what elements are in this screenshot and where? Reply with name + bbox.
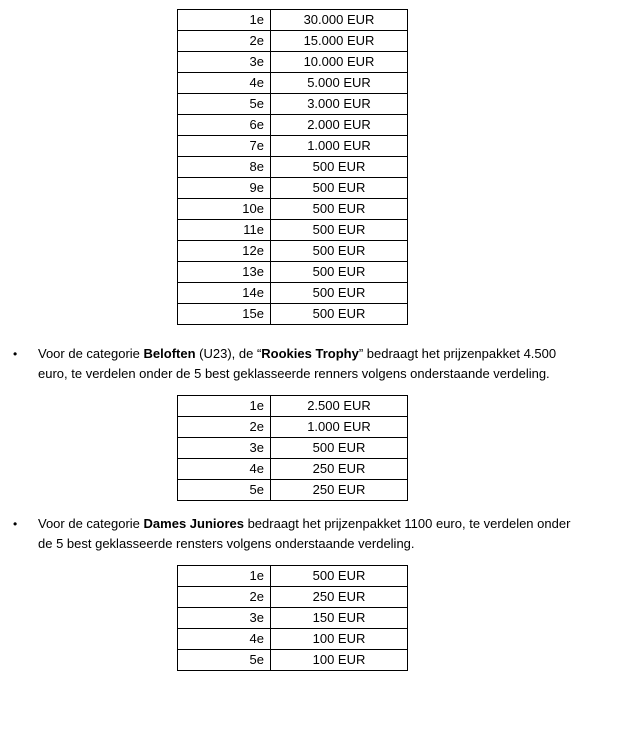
table-row bbox=[178, 417, 408, 438]
table-row bbox=[178, 396, 408, 417]
text-part: ” bedraagt het prijzenpakket 4.500 bbox=[358, 346, 557, 361]
amount-cell: 500 EUR bbox=[271, 566, 408, 587]
rank-cell: 7e bbox=[178, 136, 271, 157]
amount-cell: 1.000 EUR bbox=[271, 417, 408, 438]
text-part: Voor de categorie bbox=[38, 516, 144, 531]
amount-cell: 2.500 EUR bbox=[271, 396, 408, 417]
rank-cell: 13e bbox=[178, 262, 271, 283]
amount-cell: 2.000 EUR bbox=[271, 115, 408, 136]
amount-cell: 5.000 EUR bbox=[271, 73, 408, 94]
rank-cell: 3e bbox=[178, 608, 271, 629]
table-row bbox=[178, 178, 408, 199]
amount-cell: 500 EUR bbox=[271, 178, 408, 199]
rank-cell: 8e bbox=[178, 157, 271, 178]
text-line: de 5 best geklasseerde rensters volgens onderstaande verdeling. bbox=[38, 536, 415, 551]
bullet-dot: • bbox=[13, 517, 18, 531]
rank-cell: 1e bbox=[178, 396, 271, 417]
table-row bbox=[178, 31, 408, 52]
amount-cell: 1.000 EUR bbox=[271, 136, 408, 157]
table-row bbox=[178, 629, 408, 650]
rank-cell: 4e bbox=[178, 459, 271, 480]
trophy-name: Rookies Trophy bbox=[261, 346, 359, 361]
table-row bbox=[178, 566, 408, 587]
rank-cell: 2e bbox=[178, 417, 271, 438]
rank-cell: 14e bbox=[178, 283, 271, 304]
amount-cell: 500 EUR bbox=[271, 199, 408, 220]
amount-cell: 3.000 EUR bbox=[271, 94, 408, 115]
table-row bbox=[178, 52, 408, 73]
table-row bbox=[178, 94, 408, 115]
rank-cell: 4e bbox=[178, 73, 271, 94]
table-row bbox=[178, 115, 408, 136]
rank-cell: 12e bbox=[178, 241, 271, 262]
table-row bbox=[178, 304, 408, 325]
table-row bbox=[178, 136, 408, 157]
amount-cell: 500 EUR bbox=[271, 241, 408, 262]
rank-cell: 1e bbox=[178, 566, 271, 587]
amount-cell: 500 EUR bbox=[271, 438, 408, 459]
table-row bbox=[178, 283, 408, 304]
amount-cell: 500 EUR bbox=[271, 283, 408, 304]
amount-cell: 500 EUR bbox=[271, 157, 408, 178]
text-line: euro, te verdelen onder de 5 best geklasseerde renners volgens onderstaande verdeling. bbox=[38, 366, 550, 381]
table-row bbox=[178, 438, 408, 459]
amount-cell: 150 EUR bbox=[271, 608, 408, 629]
amount-cell: 100 EUR bbox=[271, 650, 408, 671]
table-row bbox=[178, 587, 408, 608]
rank-cell: 3e bbox=[178, 52, 271, 73]
rank-cell: 4e bbox=[178, 629, 271, 650]
prize-table-elite bbox=[177, 9, 408, 325]
amount-cell: 250 EUR bbox=[271, 480, 408, 501]
prize-table-dames-juniores bbox=[177, 565, 408, 671]
amount-cell: 15.000 EUR bbox=[271, 31, 408, 52]
rank-cell: 9e bbox=[178, 178, 271, 199]
text-part: (U23), de “ bbox=[195, 346, 262, 361]
table-row bbox=[178, 157, 408, 178]
bullet-text bbox=[38, 344, 600, 384]
rank-cell: 6e bbox=[178, 115, 271, 136]
prize-table-beloften bbox=[177, 395, 408, 501]
amount-cell: 250 EUR bbox=[271, 459, 408, 480]
rank-cell: 3e bbox=[178, 438, 271, 459]
amount-cell: 10.000 EUR bbox=[271, 52, 408, 73]
category-name: Beloften bbox=[143, 346, 196, 361]
rank-cell: 11e bbox=[178, 220, 271, 241]
table-row bbox=[178, 73, 408, 94]
bullet-text bbox=[38, 514, 600, 554]
amount-cell: 250 EUR bbox=[271, 587, 408, 608]
table-row bbox=[178, 262, 408, 283]
rank-cell: 2e bbox=[178, 31, 271, 52]
rank-cell: 5e bbox=[178, 650, 271, 671]
table-row bbox=[178, 10, 408, 31]
text-part: bedraagt het prijzenpakket 1100 euro, te verdelen onder bbox=[243, 516, 571, 531]
rank-cell: 1e bbox=[178, 10, 271, 31]
rank-cell: 10e bbox=[178, 199, 271, 220]
amount-cell: 30.000 EUR bbox=[271, 10, 408, 31]
table-row bbox=[178, 241, 408, 262]
table-row bbox=[178, 220, 408, 241]
table-row bbox=[178, 650, 408, 671]
rank-cell: 2e bbox=[178, 587, 271, 608]
table-row bbox=[178, 199, 408, 220]
bullet-dot: • bbox=[13, 347, 18, 361]
table-row bbox=[178, 480, 408, 501]
table-row bbox=[178, 608, 408, 629]
rank-cell: 15e bbox=[178, 304, 271, 325]
rank-cell: 5e bbox=[178, 94, 271, 115]
table-row bbox=[178, 459, 408, 480]
amount-cell: 500 EUR bbox=[271, 220, 408, 241]
amount-cell: 500 EUR bbox=[271, 304, 408, 325]
text-part: Voor de categorie bbox=[38, 346, 144, 361]
category-name: Dames Juniores bbox=[143, 516, 244, 531]
amount-cell: 100 EUR bbox=[271, 629, 408, 650]
rank-cell: 5e bbox=[178, 480, 271, 501]
amount-cell: 500 EUR bbox=[271, 262, 408, 283]
